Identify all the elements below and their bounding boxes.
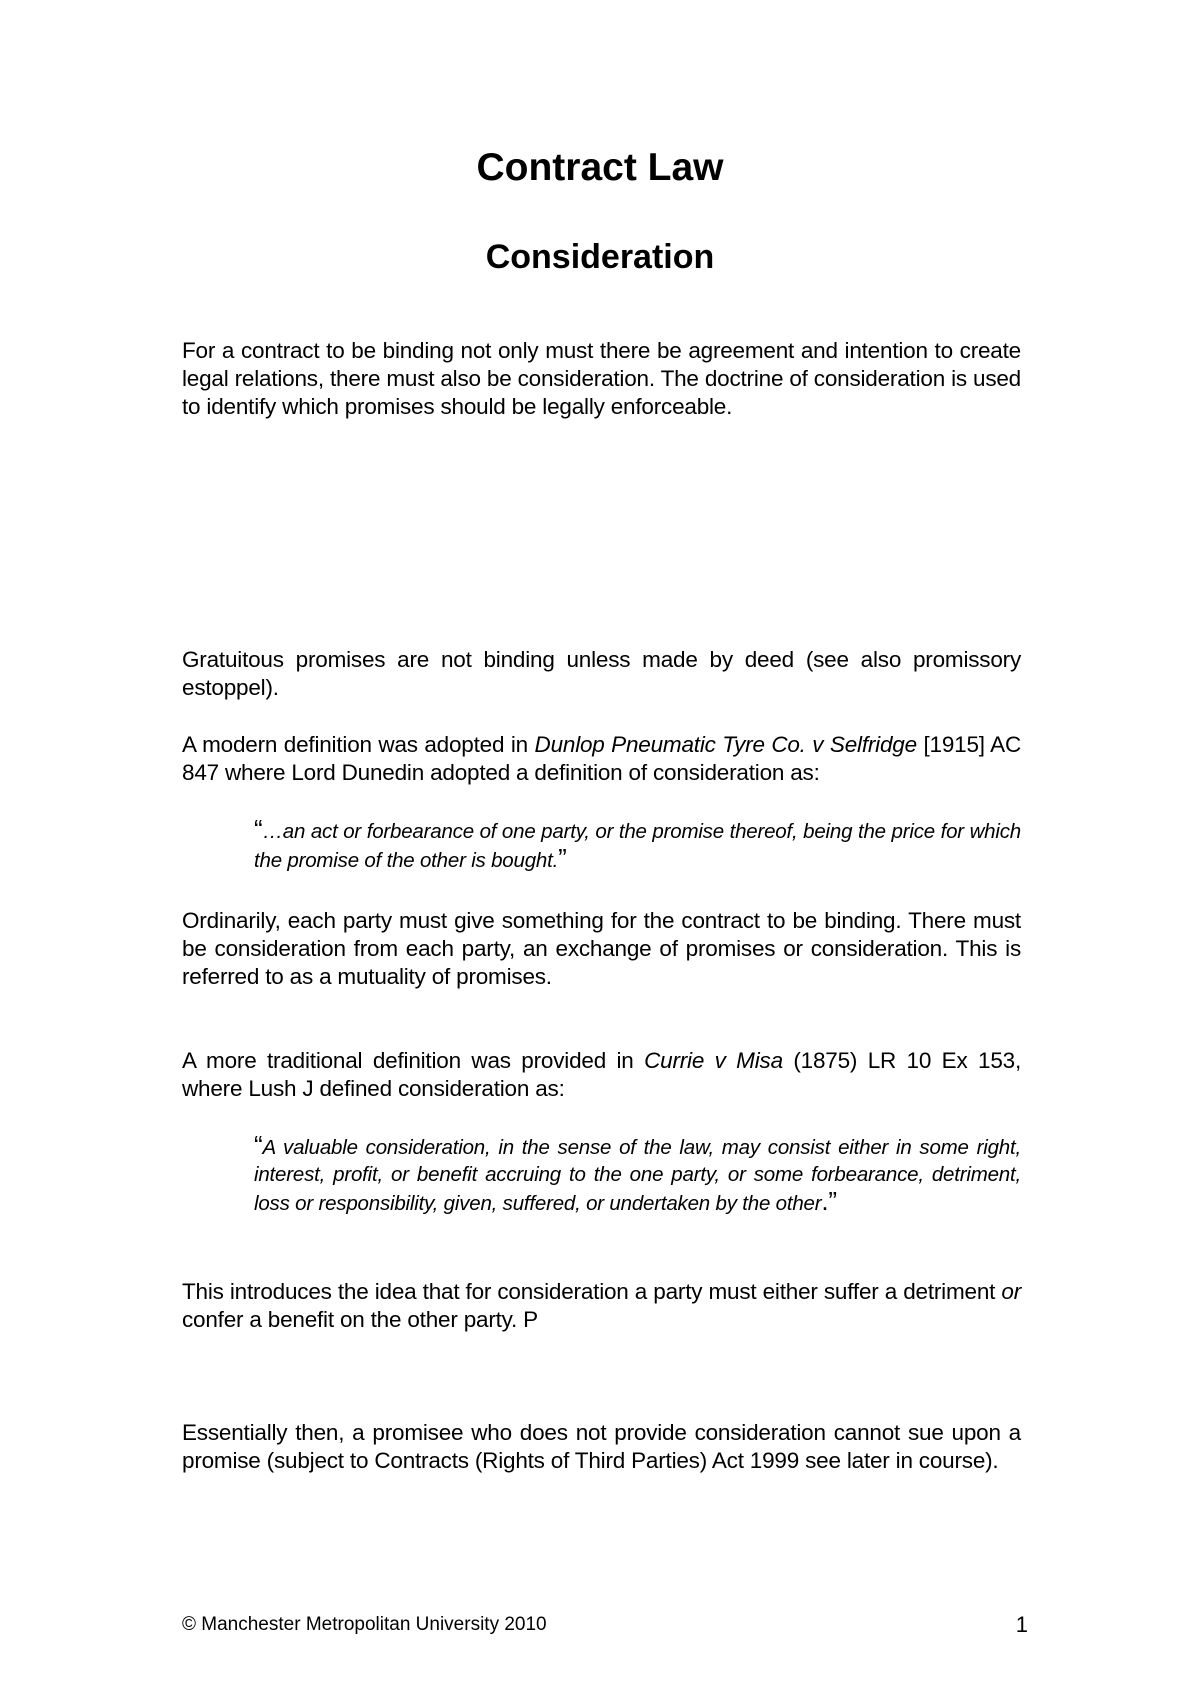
paragraph-text: This introduces the idea that for consideration a party must either suffer a detriment: [182, 1279, 1002, 1304]
quote-lush-j: [254, 1132, 1021, 1217]
paragraph-text: confer a benefit on the other party. P: [182, 1307, 538, 1332]
paragraph-traditional-definition: [182, 1047, 1021, 1103]
paragraph-text: [1915] AC 847 where Lord Dunedin adopted a definition of consideration as:: [182, 732, 1021, 785]
document-subtitle: Consideration: [485, 238, 715, 276]
paragraph-text: (1875) LR 10 Ex 153, where Lush J defined consideration as:: [182, 1048, 1022, 1101]
quote-text: A valuable consideration, in the sense of the law, may consist either in some right, interest, profit, or benefit accruing to the one party, or some forbearance, detriment, loss or responsibility, given, suffered, or undertaken by the other: [254, 1136, 1021, 1215]
document-title: Contract Law: [476, 146, 724, 189]
page-number: 1: [1015, 1612, 1028, 1637]
open-quote-mark: “: [254, 814, 263, 844]
case-name-dunlop: Dunlop Pneumatic Tyre Co. v Selfridge: [534, 732, 917, 757]
paragraph-modern-definition: [182, 731, 1021, 787]
case-name-currie: Currie v Misa: [644, 1048, 783, 1073]
quote-text: …an act or forbearance of one party, or the promise thereof, being the price for which the promise of the other is bought.: [254, 820, 1021, 872]
close-quote-mark: ”: [558, 843, 567, 873]
quote-lord-dunedin: [254, 816, 1021, 874]
paragraph-text: A more traditional definition was provided in: [182, 1048, 645, 1073]
footer-copyright: © Manchester Metropolitan University 2010: [182, 1614, 547, 1635]
quote-period: .: [821, 1186, 829, 1216]
paragraph-intro: For a contract to be binding not only must there be agreement and intention to create legal relations, there must also be consideration. The doctrine of consideration is used to identify which promises should be legally enforceable.: [182, 338, 1021, 419]
emphasis-or: or: [1001, 1279, 1021, 1304]
paragraph-promisee: Essentially then, a promisee who does not provide consideration cannot sue upon a promise (subject to Contracts (Rights of Third Parties) Act 1999 see later in course).: [182, 1420, 1021, 1473]
paragraph-gratuitous-promises: Gratuitous promises are not binding unless made by deed (see also promissory estoppel).: [182, 647, 1021, 700]
paragraph-text: A modern definition was adopted in: [182, 732, 535, 757]
close-quote-mark: ”: [828, 1186, 837, 1216]
paragraph-detriment-benefit: [182, 1278, 1021, 1334]
paragraph-mutuality: Ordinarily, each party must give something for the contract to be binding. There must be consideration from each party, an exchange of promises or consideration. This is referred to as a mutuality of promises.: [182, 908, 1021, 989]
open-quote-mark: “: [254, 1130, 263, 1160]
